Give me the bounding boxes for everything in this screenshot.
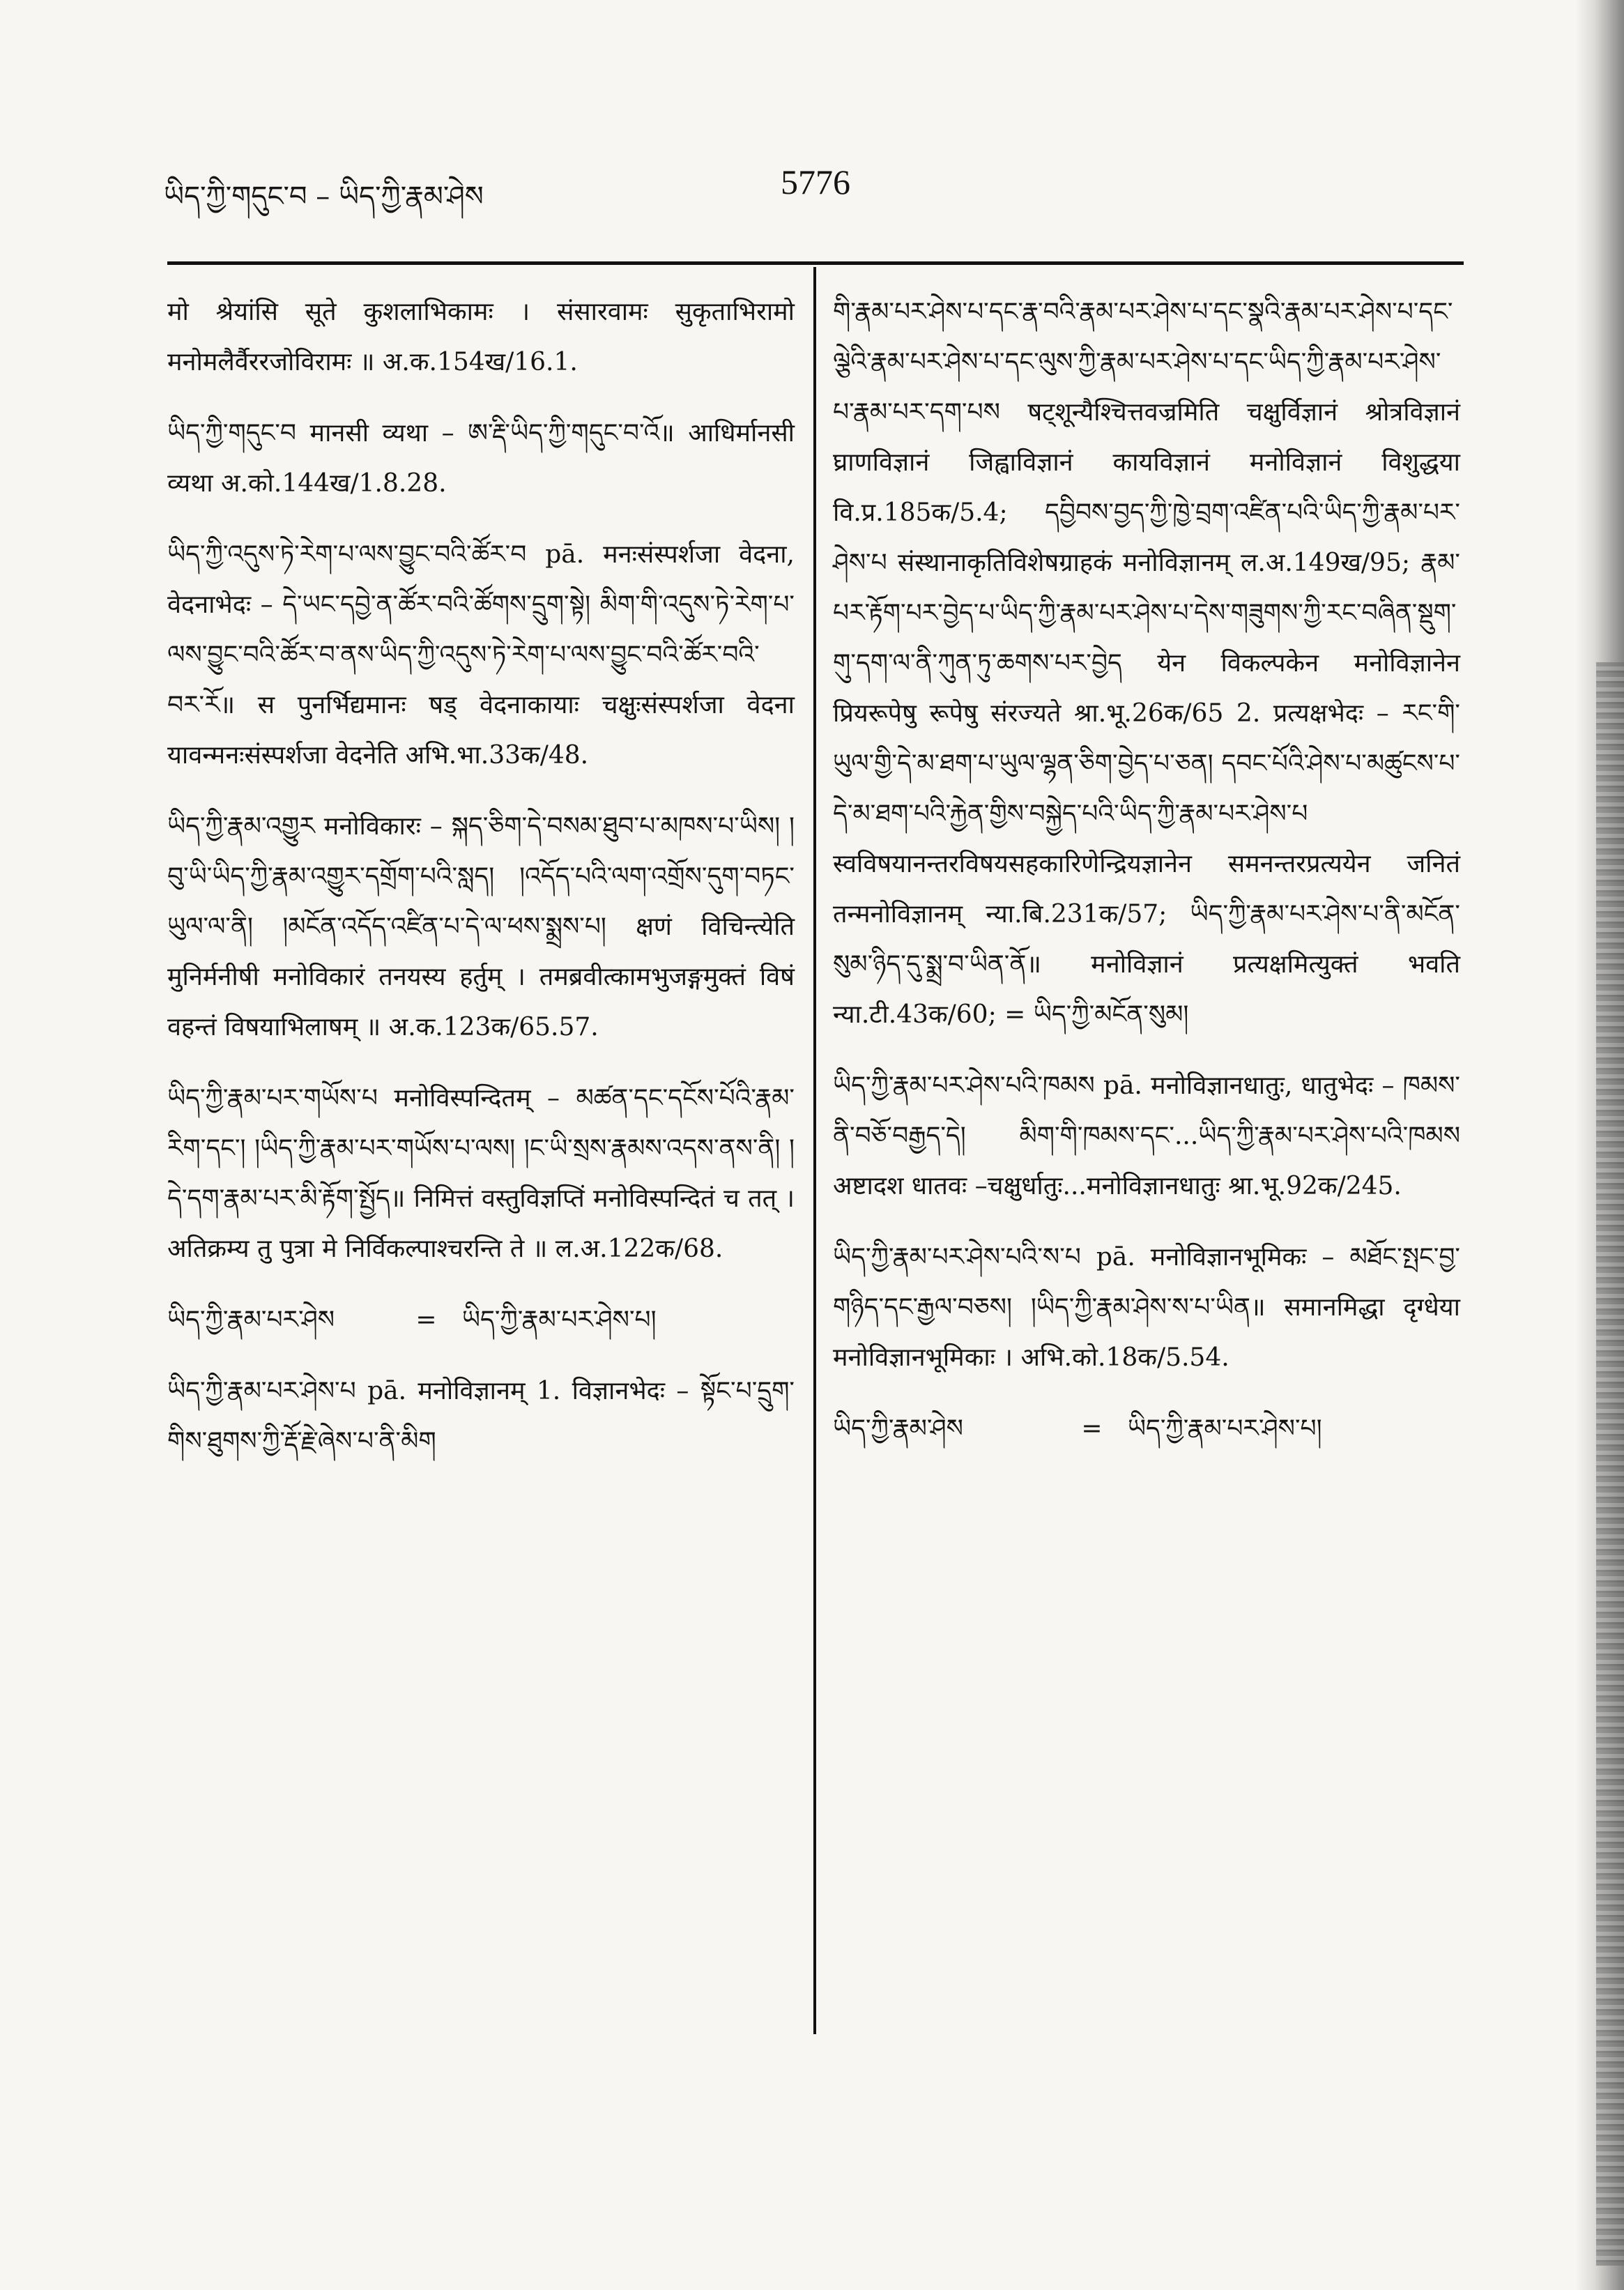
right-column xyxy=(833,287,1460,1475)
entry-continuation: मो श्रेयांसि सूते कुशलाभिकामः । संसारवामः सुकृताभिरामो मनोमलैर्वैररजोविरामः ॥ अ.क.154ख/16.1. xyxy=(167,298,795,376)
entry-continuation: གི་རྣམ་པར་ཤེས་པ་དང་རྣ་བའི་རྣམ་པར་ཤེས་པ་དང་སྣའི་རྣམ་པར་ཤེས་པ་དང་ལྕེའི་རྣམ་པར་ཤེས་པ་དང་ལུས་ཀྱི་རྣམ་པར་ཤེས་པ་དང་ཡིད་ཀྱི་རྣམ་པར་ཤེས་པ་རྣམ་པར་དག་པས षट्शून्यैश्चित्तवज्रमिति चक्षुर्विज्ञानं श्रोत्रविज्ञानं घ्राणविज्ञानं जिह्वाविज्ञानं कायविज्ञानं मनोविज्ञानं विशुद्धया वि.प्र.185क/5.4; དབྱིབས་བྱད་ཀྱི་ཁྱེ་བྲག་འཛིན་པའི་ཡིད་ཀྱི་རྣམ་པར་ཤེས་པ संस्थानाकृतिविशेषग्राहकं मनोविज्ञानम् ल.अ.149ख/95; རྣམ་པར་རྟོག་པར་བྱེད་པ་ཡིད་ཀྱི་རྣམ་པར་ཤེས་པ་དེས་གཟུགས་ཀྱི་རང་བཞིན་སྡུག་གུ་དག་ལ་ནི་ཀུན་ཏུ་ཆགས་པར་བྱེད येन विकल्पकेन मनोविज्ञानेन प्रियरूपेषु रूपेषु संरज्यते श्रा.भू.26क/65 2. प्रत्यक्षभेदः – རང་གི་ཡུལ་གྱི་དེ་མ་ཐག་པ་ཡུལ་ལྷན་ཅིག་བྱེད་པ་ཅན། དབང་པོའི་ཤེས་པ་མཚུངས་པ་དེ་མ་ཐག་པའི་རྐྱེན་གྱིས་བསྐྱེད་པའི་ཡིད་ཀྱི་རྣམ་པར་ཤེས་པ स्वविषयानन्तरविषयसहकारिणेन्द्रियज्ञानेन समनन्तरप्रत्ययेन जनितं तन्मनोविज्ञानम् न्या.बि.231क/57; ཡིད་ཀྱི་རྣམ་པར་ཤེས་པ་ནི་མངོན་སུམ་ཉིད་དུ་སྨྲ་བ་ཡིན་ནོ॥ मनोविज्ञानं प्रत्यक्षमित्युक्तं भवति न्या.टी.43क/60; = ཡིད་ཀྱི་མངོན་སུམ། xyxy=(833,298,1460,1029)
cross-headword: ཡིད་ཀྱི་རྣམ་པར་ཤེས xyxy=(167,1306,335,1334)
dictionary-entry: ཡིད་ཀྱི་གདུང་བ मानसी व्यथा – ཨ་རྡི་ཡིད་ཀྱི་གདུང་བ་འོ॥ आधिर्मानसी व्यथा अ.को.144ख/1.8.28. xyxy=(167,419,795,498)
header-rule xyxy=(167,261,1464,265)
equals-sign: = xyxy=(1081,1414,1103,1443)
dictionary-entry: ཡིད་ཀྱི་རྣམ་འགྱུར मनोविकारः – སྐད་ཅིག་དེ་བསམ་ཐུབ་པ་མཁས་པ་ཡིས། །བུ་ཡི་ཡིད་ཀྱི་རྣམ་འགྱུར་དགྲོག་པའི་སླད། །འདོད་པའི་ལག་འགྲོས་དུག་བཏང་ཡུལ་ལ་ནི། །མངོན་འདོད་འཛིན་པ་དེ་ལ་ཕས་སྨྲས་པ། क्षणं विचिन्त्येति मुनिर्मनीषी मनोविकारं तनयस्य हर्तुम् । तमब्रवीत्कामभुजङ्गमुक्तं विषं वहन्तं विषयाभिलाषम् ॥ अ.क.123क/65.57. xyxy=(167,812,795,1041)
cross-target: ཡིད་ཀྱི་རྣམ་པར་ཤེས་པ། xyxy=(1127,1414,1322,1443)
page-number: 5776 xyxy=(781,162,850,201)
cross-target: ཡིད་ཀྱི་རྣམ་པར་ཤེས་པ། xyxy=(461,1306,657,1334)
left-column xyxy=(167,287,795,1488)
dictionary-entry: ཡིད་ཀྱི་རྣམ་པར་ཤེས་པ pā. मनोविज्ञानम् 1. विज्ञानभेदः – སྟོང་པ་དྲུག་གིས་ཐུགས་ཀྱི་རྡོ་རྗེ་ཞེས་པ་ནི་མིག xyxy=(167,1377,795,1456)
dictionary-entry: ཡིད་ཀྱི་འདུས་ཏེ་རེག་པ་ལས་བྱུང་བའི་ཚོར་བ pā. मनःसंस्पर्शजा वेदना, वेदनाभेदः – དེ་ཡང་དབྱེ་ན་ཚོར་བའི་ཚོགས་དྲུག་སྟེ། མིག་གི་འདུས་ཏེ་རེག་པ་ལས་བྱུང་བའི་ཚོར་བ་ནས་ཡིད་ཀྱི་འདུས་ཏེ་རེག་པ་ལས་བྱུང་བའི་ཚོར་བའི་བར་རོ॥ स पुनर्भिद्यमानः षड् वेदनाकायाः चक्षुःसंस्पर्शजा वेदना यावन्मनःसंस्पर्शजा वेदनेति अभि.भा.33क/48. xyxy=(167,540,795,770)
dictionary-entry: ཡིད་ཀྱི་རྣམ་པར་ཤེས་པའི་ཁམས pā. मनोविज्ञानधातुः, धातुभेदः – ཁམས་ནི་བཅོ་བརྒྱད་དེ། མིག་གི་ཁམས་དང་...ཡིད་ཀྱི་རྣམ་པར་ཤེས་པའི་ཁམས अष्टादश धातवः –चक्षुर्धातुः...मनोविज्ञानधातुः श्रा.भू.92क/245. xyxy=(833,1071,1460,1200)
equals-sign: = xyxy=(415,1306,437,1334)
dictionary-entry: ཡིད་ཀྱི་རྣམ་པར་གཡོས་པ मनोविस्पन्दितम् – མཚན་དང་དངོས་པོའི་རྣམ་རིག་དང་། །ཡིད་ཀྱི་རྣམ་པར་གཡོས་པ་ལས། །ང་ཡི་སྲས་རྣམས་འདས་ནས་ནི། །དེ་དག་རྣམ་པར་མི་རྟོག་སྤྱོད॥ निमित्तं वस्तुविज्ञप्तिं मनोविस्पन्दितं च तत् । अतिक्रम्य तु पुत्रा मे निर्विकल्पाश्चरन्ति ते ॥ ल.अ.122क/68. xyxy=(167,1084,795,1263)
column-divider xyxy=(813,267,816,2034)
cross-reference-entry xyxy=(833,1404,1460,1454)
scan-page-edge-texture xyxy=(1596,662,1624,2266)
cross-reference-entry xyxy=(167,1295,795,1345)
cross-headword: ཡིད་ཀྱི་རྣམ་ཤེས xyxy=(833,1414,963,1443)
dictionary-entry: ཡིད་ཀྱི་རྣམ་པར་ཤེས་པའི་ས་པ pā. मनोविज्ञानभूमिकः – མཐོང་སྤང་བྱ་གཉིད་དང་རྒྱལ་བཅས། །ཡིད་ཀྱི་རྣམ་ཤེས་ས་པ་ཡིན॥ समानमिद्धा दृग्धेया मनोविज्ञानभूमिकाः । अभि.को.18क/5.54. xyxy=(833,1243,1460,1372)
header-guide-words: ཡིད་ཀྱི་གདུང་བ – ཡིད་ཀྱི་རྣམ་ཤེས xyxy=(164,181,484,213)
running-header xyxy=(164,162,1467,217)
